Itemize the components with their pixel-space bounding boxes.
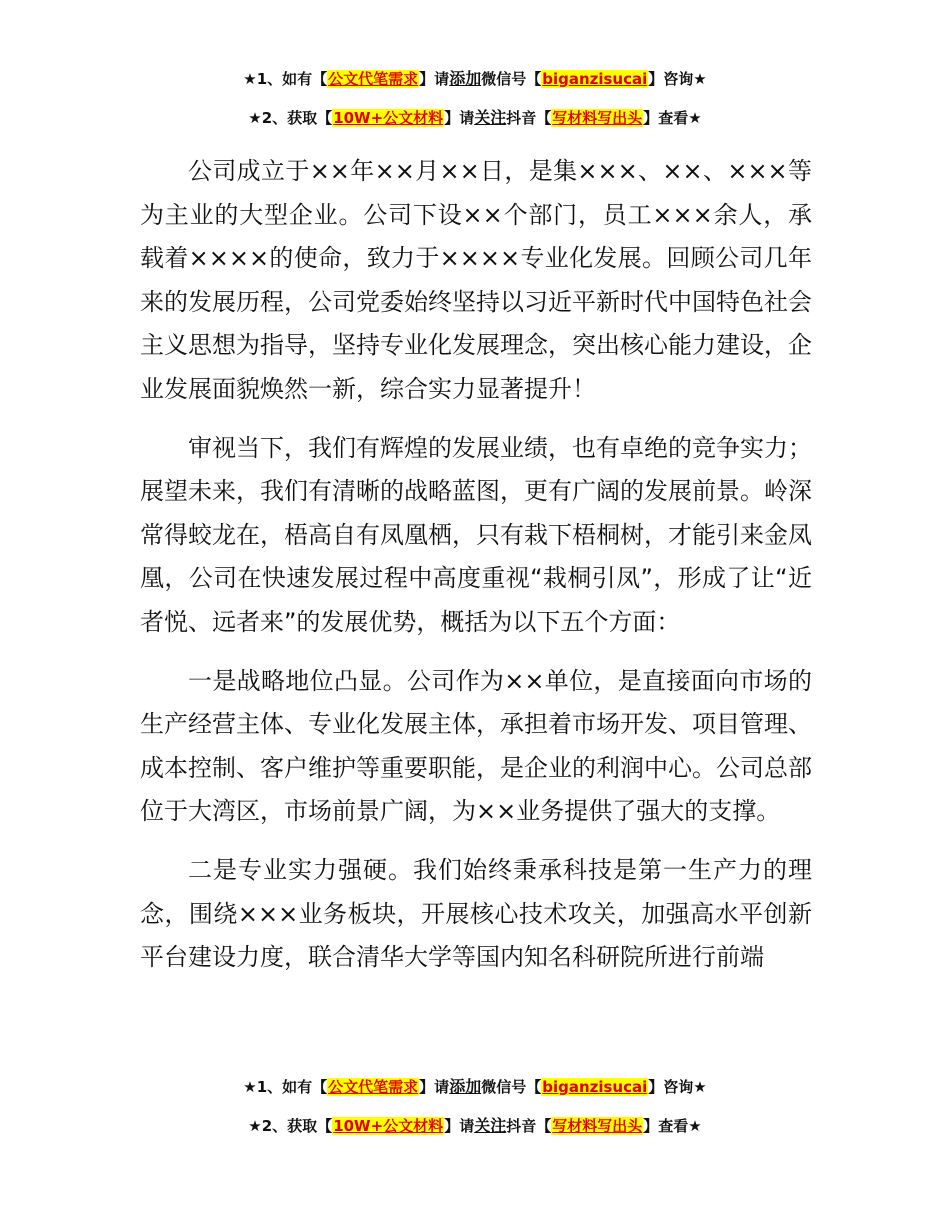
banner-text: ★2、获取【 [248,109,333,127]
banner-text: ★2、获取【 [248,1117,333,1135]
document-body [140,150,812,995]
banner-text: 微信号【 [481,1078,542,1096]
banner-highlight-materials: 10W+公文材料 [333,1117,444,1135]
paragraph-outlook: 审视当下，我们有辉煌的发展业绩，也有卓绝的竞争实力；展望未来，我们有清晰的战略蓝图，更有广阔的发展前景。岭深常得蛟龙在，梧高自有凤凰栖，只有栽下梧桐树，才能引来金凤凰，公司在快速发展过程中高度重视“栽桐引凤”，形成了让“近者悦、远者来”的发展优势，概括为以下五个方面： [140,433,812,636]
banner-underline-add: 添加 [449,1077,482,1096]
banner-text: 】查看★ [643,1117,702,1135]
paragraph-strategic-position: 一是战略地位凸显。公司作为××单位，是直接面向市场的生产经营主体、专业化发展主体，承担着市场开发、项目管理、成本控制、客户维护等重要职能，是企业的利润中心。公司总部位于大湾区，市场前景广阔，为××业务提供了强大的支撑。 [140,666,812,826]
banner-text: 抖音【 [506,109,552,127]
banner-text: 】请 [444,109,475,127]
banner-text: ★1、如有【 [243,1078,328,1096]
banner-text: 微信号【 [481,70,542,88]
banner-highlight-douyin: 写材料写出头 [552,1117,643,1135]
banner-underline-follow: 关注 [474,108,507,127]
banner-text: 】请 [444,1117,475,1135]
banner-highlight-wechat-id: biganzisucai [542,1078,648,1096]
header-banner-line-2 [0,108,950,128]
banner-highlight-wechat-id: biganzisucai [542,70,648,88]
banner-text: 】咨询★ [648,70,707,88]
banner-underline-follow: 关注 [474,1116,507,1135]
banner-text: 】查看★ [643,109,702,127]
banner-highlight-ghostwriting: 公文代笔需求 [328,70,419,88]
banner-highlight-douyin: 写材料写出头 [552,109,643,127]
footer-banner-line-1 [0,1077,950,1097]
banner-text: 】咨询★ [648,1078,707,1096]
paragraph-professional-strength: 二是专业实力强硬。我们始终秉承科技是第一生产力的理念，围绕×××业务板块，开展核心技术攻关，加强高水平创新平台建设力度，联合清华大学等国内知名科研院所进行前端 [140,855,812,972]
banner-text: 】请 [419,70,450,88]
banner-highlight-ghostwriting: 公文代笔需求 [328,1078,419,1096]
footer-banner-line-2 [0,1116,950,1136]
banner-text: 】请 [419,1078,450,1096]
header-banner-line-1 [0,69,950,89]
banner-text: ★1、如有【 [243,70,328,88]
banner-highlight-materials: 10W+公文材料 [333,109,444,127]
banner-text: 抖音【 [506,1117,552,1135]
paragraph-company-intro: 公司成立于××年××月××日，是集×××、××、×××等为主业的大型企业。公司下设××个部门，员工×××余人，承载着××××的使命，致力于××××专业化发展。回顾公司几年来的发展历程，公司党委始终坚持以习近平新时代中国特色社会主义思想为指导，坚持专业化发展理念，突出核心能力建设，企业发展面貌焕然一新，综合实力显著提升！ [140,157,812,403]
banner-underline-add: 添加 [449,69,482,88]
